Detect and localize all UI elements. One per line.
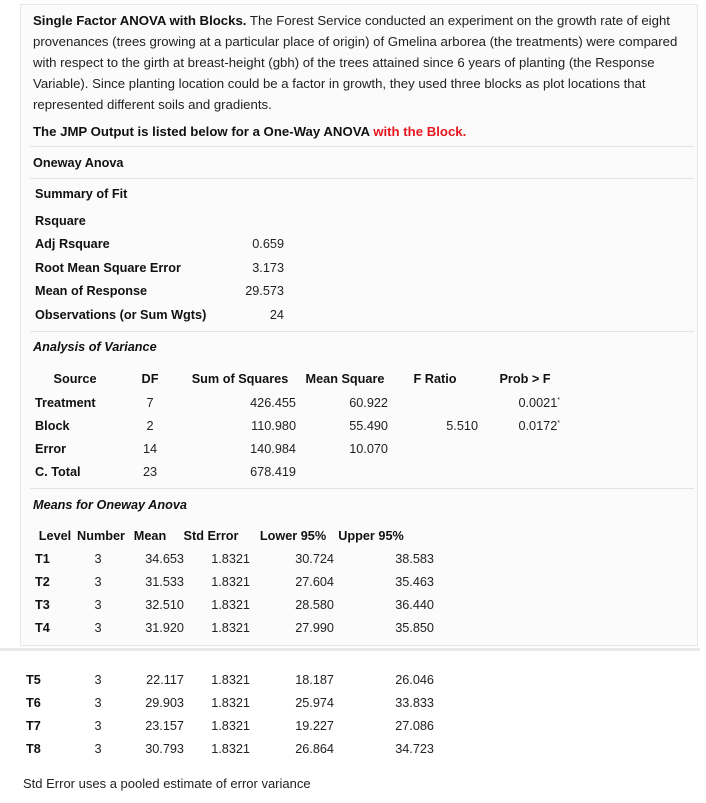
means-lower-95: 25.974 [295,696,334,710]
means-upper-95: 33.833 [395,696,434,710]
anova-ms: 60.922 [349,396,388,410]
means-lower-95: 27.604 [295,575,334,589]
footnote: Std Error uses a pooled estimate of error variance [23,776,311,791]
means-level: T2 [35,575,50,589]
summary-value: 3.173 [252,260,284,275]
anova-header: Mean Square [305,372,385,386]
summary-label: Adj Rsquare [35,237,110,252]
anova-ms: 55.490 [349,419,388,433]
anova-ss: 110.980 [251,419,296,433]
summary-label: Observations (or Sum Wgts) [35,307,207,322]
block-highlight: with the Block. [373,124,467,139]
means-upper-95: 26.046 [395,673,434,687]
significance-star: * [557,420,560,427]
means-header: Upper 95% [338,529,404,543]
means-std-error: 1.8321 [211,696,250,710]
anova-source: C. Total [35,465,81,479]
divider [30,331,694,332]
means-number: 3 [94,719,102,733]
divider [30,488,694,489]
means-upper-95: 34.723 [395,742,434,756]
anova-ss: 140.984 [250,442,296,456]
means-level: T8 [26,742,41,756]
anova-source: Treatment [35,396,96,410]
means-level: T4 [35,621,50,635]
means-upper-95: 27.086 [395,719,434,733]
summary-title: Summary of Fit [35,187,128,201]
means-std-error: 1.8321 [211,575,250,589]
means-lower-95: 27.990 [295,621,334,635]
means-mean: 31.920 [145,621,184,635]
means-mean: 23.157 [145,719,184,733]
oneway-title: Oneway Anova [33,156,124,170]
intro-body: The Forest Service conducted an experiment on the growth rate of eight provenances (trees growing at a particular place of origin) of Gmelina arborea (the treatments) were compared with respect to the girth at breast-height (gbh) of the trees attained since 6 years of planting (the Response Variable). Since planting location could be a factor in growth, they used three blocks as plot locations that represented different soils and gradients. [33,13,678,112]
means-number: 3 [94,575,102,589]
means-upper-95: 36.440 [395,598,434,612]
intro-paragraph [33,10,693,115]
means-header: Number [77,529,125,543]
means-header: Lower 95% [259,529,327,543]
anova-header: DF [141,372,159,386]
means-lower-95: 30.724 [295,552,334,566]
anova-header: F Ratio [413,372,457,386]
divider [30,146,694,147]
means-number: 3 [94,552,102,566]
summary-value: 0.659 [252,237,284,252]
means-level: T6 [26,696,41,710]
means-number: 3 [94,696,102,710]
summary-label: Root Mean Square Error [35,260,181,275]
anova-header: Prob > F [499,372,551,386]
summary-value: 24 [269,307,284,322]
page-break [0,648,700,651]
means-mean: 34.653 [145,552,184,566]
divider [30,178,694,179]
means-mean: 22.117 [146,673,184,687]
means-mean: 32.510 [145,598,184,612]
means-std-error: 1.8321 [211,719,250,733]
summary-label: Rsquare [35,214,86,228]
anova-p: 0.0172* [518,419,560,433]
means-upper-95: 35.463 [395,575,434,589]
means-number: 3 [94,621,102,635]
means-std-error: 1.8321 [211,552,250,566]
means-mean: 29.903 [145,696,184,710]
means-level: T3 [35,598,50,612]
anova-ss: 426.455 [250,396,296,410]
anova-df: 2 [146,419,154,433]
anova-df: 7 [146,396,154,410]
means-number: 3 [94,742,102,756]
anova-source: Block [35,419,70,433]
anova-source: Error [35,442,67,456]
anova-ss: 678.419 [250,465,296,479]
means-header: Std Error [183,529,239,543]
means-lower-95: 28.580 [295,598,334,612]
means-level: T1 [35,552,50,566]
means-header: Level [38,529,72,543]
anova-p: 0.0021* [518,396,560,410]
anova-df: 23 [142,465,158,479]
anova-title: Analysis of Variance [33,340,157,354]
summary-value: 29.573 [245,284,284,299]
anova-header: Source [53,372,97,386]
means-std-error: 1.8321 [211,673,250,687]
means-title: Means for Oneway Anova [33,498,187,512]
intro-title: Single Factor ANOVA with Blocks. [33,13,247,28]
means-std-error: 1.8321 [211,598,250,612]
anova-f: 5.510 [446,419,478,433]
means-number: 3 [94,673,102,687]
means-upper-95: 38.583 [395,552,434,566]
means-lower-95: 26.864 [295,742,334,756]
anova-ms: 10.070 [349,442,388,456]
summary-label: Mean of Response [35,284,148,299]
means-std-error: 1.8321 [211,621,250,635]
anova-header: Sum of Squares [191,372,289,386]
means-mean: 30.793 [145,742,184,756]
means-mean: 31.533 [145,575,184,589]
means-lower-95: 18.187 [295,673,334,687]
means-upper-95: 35.850 [395,621,434,635]
means-lower-95: 19.227 [295,719,334,733]
means-number: 3 [94,598,102,612]
means-std-error: 1.8321 [211,742,250,756]
means-level: T5 [26,673,41,687]
means-level: T7 [26,719,41,733]
significance-star: * [557,397,560,404]
jmp-output-heading: The JMP Output is listed below for a One-Way ANOVA with the Block. [33,124,467,139]
means-header: Mean [133,529,167,543]
anova-df: 14 [142,442,158,456]
